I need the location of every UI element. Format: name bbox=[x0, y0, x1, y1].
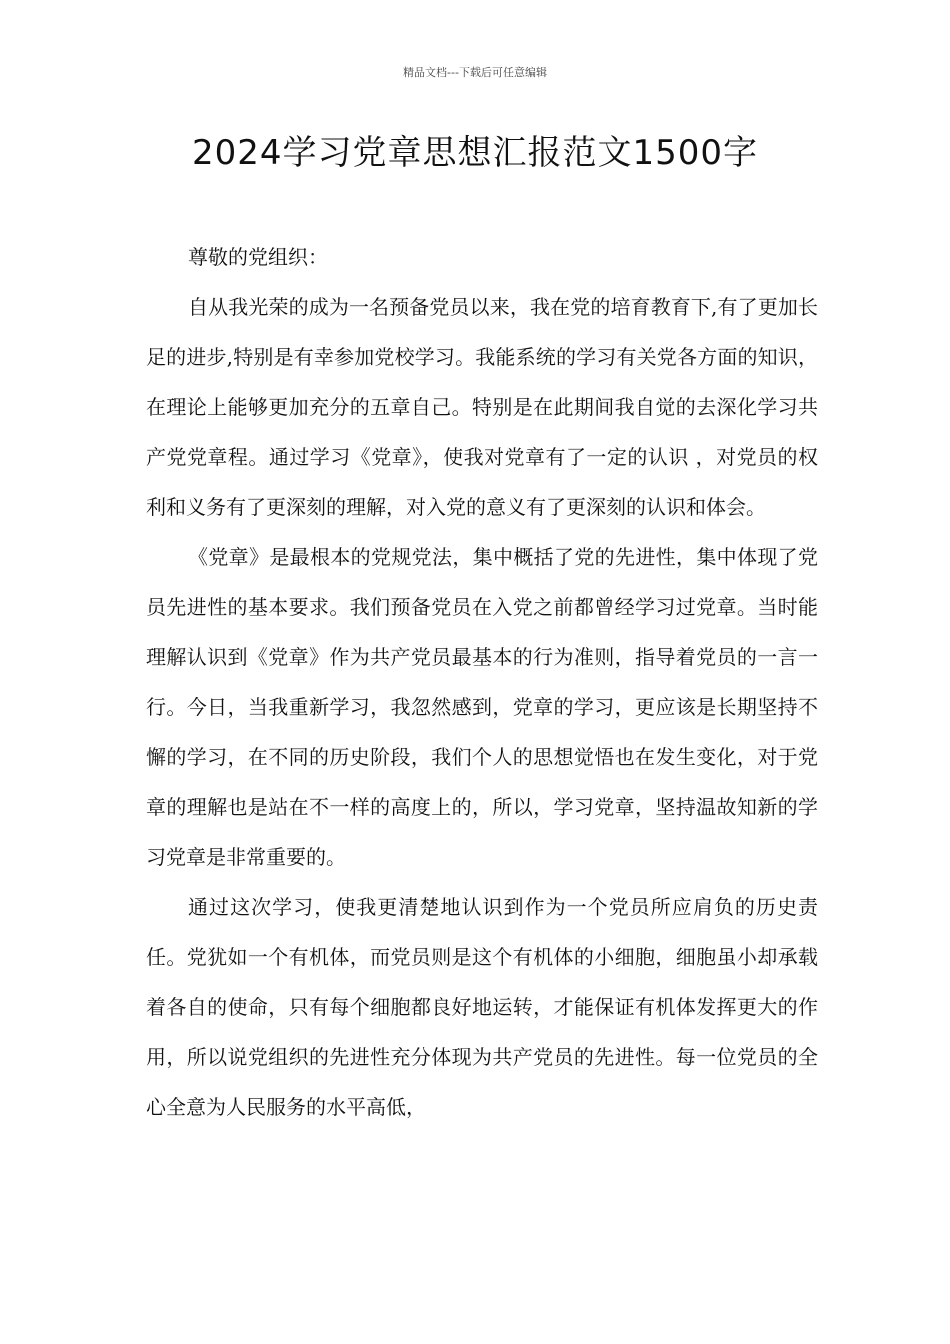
paragraph-3: 通过这次学习，使我更清楚地认识到作为一个党员所应肩负的历史责任。党犹如一个有机体，而党员则是这个有机体的小细胞，细胞虽小却承载着各自的使命，只有每个细胞都良好地运转，才能保证有机体发挥更大的作用，所以说党组织的先进性充分体现为共产党员的先进性。每一位党员的全心全意为人民服务的水平高低， bbox=[146, 895, 818, 1119]
document-title: 2024学习党章思想汇报范文1500字 bbox=[191, 133, 759, 173]
paragraph-2: 《党章》是最根本的党规党法，集中概括了党的先进性，集中体现了党员先进性的基本要求。我们预备党员在入党之前都曾经学习过党章。当时能理解认识到《党章》作为共产党员最基本的行为准则，指导着党员的一言一行。今日，当我重新学习，我忽然感到，党章的学习，更应该是长期坚持不懈的学习，在不同的历史阶段，我们个人的思想觉悟也在发生变化，对于党章的理解也是站在不一样的高度上的，所以，学习党章，坚持温故知新的学习党章是非常重要的。 bbox=[146, 545, 818, 869]
greeting: 尊敬的党组织： bbox=[188, 245, 328, 269]
paragraph-1: 自从我光荣的成为一名预备党员以来，我在党的培育教育下,有了更加长足的进步,特别是有幸参加党校学习。我能系统的学习有关党各方面的知识，在理论上能够更加充分的五章自己。特别是在此期间我自觉的去深化学习共产党党章程。通过学习《党章》，使我对党章有了一定的认识 ，对党员的权利和义务有了更深刻的理解，对入党的意义有了更深刻的认识和体会。 bbox=[146, 295, 818, 519]
page-header: 精品文档---下载后可任意编辑 bbox=[403, 66, 547, 79]
document-body bbox=[146, 232, 818, 1132]
